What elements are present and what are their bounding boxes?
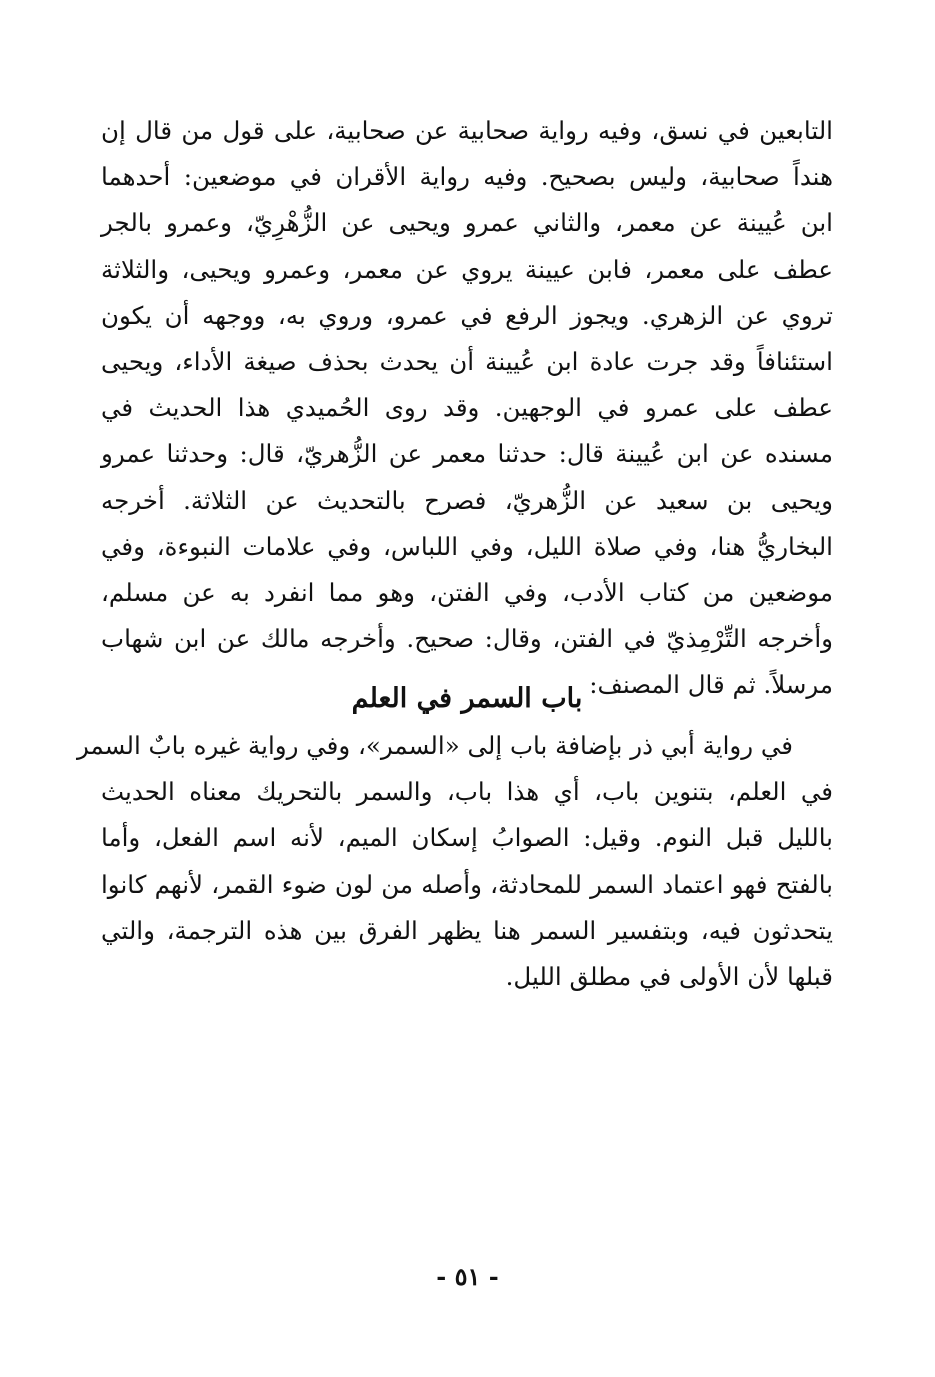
text-line: عطف على معمر، فابن عيينة يروي عن معمر، وعمرو ويحيى، والثلاثة [101,254,833,284]
text-line: في العلم، بتنوين باب، أي هذا باب، والسمر بالتحريك معناه الحديث [101,777,833,807]
text-line: تروي عن الزهري. ويجوز الرفع في عمرو، وروي به، ووجهه أن يكون [101,300,833,330]
text-line: مسنده عن ابن عُيينة قال: حدثنا معمر عن الزُّهريّ، قال: وحدثنا عمرو [101,439,833,469]
text-line: قبلها لأن الأولى في مطلق الليل. [505,961,833,991]
text-line: هنداً صحابية، وليس بصحيح. وفيه رواية الأقران في موضعين: أحدهما [101,162,833,192]
text-line: موضعين من كتاب الأدب، وفي الفتن، وهو مما انفرد به عن مسلم، [101,577,833,607]
text-line: ابن عُيينة عن معمر، والثاني عمرو ويحيى عن الزُّهْرِيّ، وعمرو بالجر [101,208,833,238]
chapter-heading: باب السمر في العلم [351,683,583,714]
paragraph-commentary [101,108,833,708]
text-line: استئنافاً وقد جرت عادة ابن عُيينة أن يحدث بحذف صيغة الأداء، ويحيى [101,346,833,376]
text-line: في رواية أبي ذر بإضافة باب إلى «السمر»، وفي رواية غيره بابٌ السمر [76,731,793,760]
text-line: عطف على عمرو في الوجهين. وقد روى الحُميدي هذا الحديث في [101,393,833,423]
text-line: مرسلاً. ثم قال المصنف: [589,670,833,700]
page-number: - ٥١ - [436,1262,499,1291]
text-line: ويحيى بن سعيد عن الزُّهريّ، فصرح بالتحديث عن الثلاثة. أخرجه [101,485,833,515]
text-line: بالليل قبل النوم. وقيل: الصوابُ إسكان الميم، لأنه اسم الفعل، وأما [101,823,833,853]
paragraph-chapter-explanation [76,723,833,1000]
text-line: التابعين في نسق، وفيه رواية صحابية عن صحابية، على قول من قال إن [101,116,833,145]
text-line: بالفتح فهو اعتماد السمر للمحادثة، وأصله من لون ضوء القمر، لأنهم كانوا [101,869,833,899]
text-line: يتحدثون فيه، وبتفسير السمر هنا يظهر الفرق بين هذه الترجمة، والتي [101,915,833,945]
text-line: البخاريُّ هنا، وفي صلاة الليل، وفي اللباس، وفي علامات النبوءة، وفي [101,531,833,561]
text-line: وأخرجه التِّرْمِذيّ في الفتن، وقال: صحيح. وأخرجه مالك عن ابن شهاب [101,624,833,654]
